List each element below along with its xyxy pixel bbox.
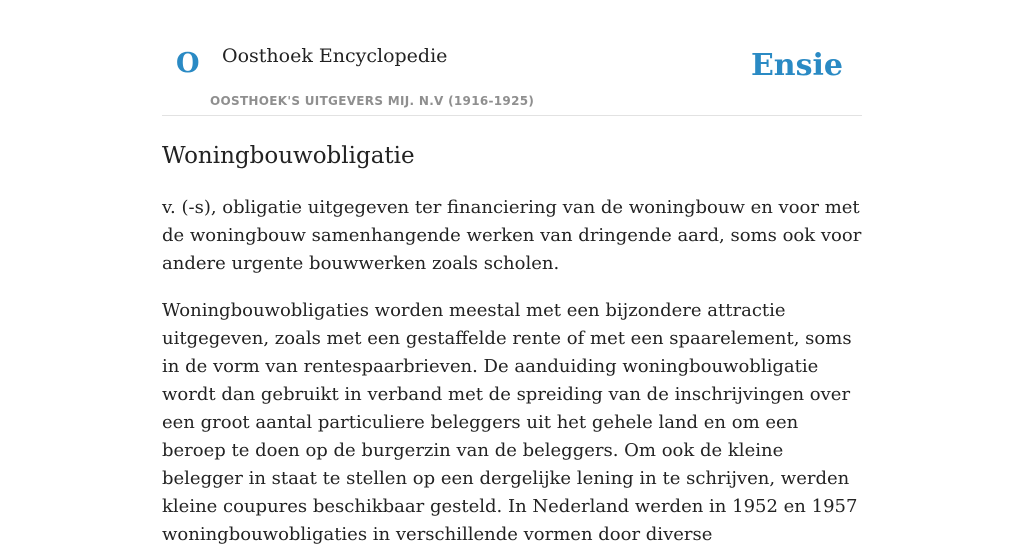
site-header xyxy=(162,0,862,116)
ensie-brand-link[interactable]: Ensie xyxy=(750,48,843,83)
article-title: Woningbouwobligatie xyxy=(162,143,415,169)
article-body xyxy=(162,194,862,549)
site-subtitle: OOSTHOEK'S UITGEVERS MIJ. N.V (1916-1925) xyxy=(210,94,535,108)
article-paragraph-2: Woningbouwobligaties worden meestal met een bijzondere attractie uitgegeven, zoals met een gestaffelde rente of met een spaarelement, soms in de vorm van rentespaarbrieven. De aanduiding woningbouwobligatie wordt dan gebruikt in verband met de spreiding van de inschrijvingen over een groot aantal particuliere beleggers uit het gehele land en om een beroep te doen op de burgerzin van de beleggers. Om ook de kleine belegger in staat te stellen op een dergelijke lening in te schrijven, werden kleine coupures beschikbaar gesteld. In Nederland werden in 1952 en 1957 woningbouwobligaties in verschillende vormen door diverse xyxy=(162,300,858,545)
content-container xyxy=(162,0,862,549)
site-title: Oosthoek Encyclopedie xyxy=(222,45,448,67)
article-paragraph-1: v. (-s), obligatie uitgegeven ter financiering van de woningbouw en voor met de woningbouw samenhangende werken van dringende aard, soms ook voor andere urgente bouwwerken zoals scholen. xyxy=(162,197,862,274)
logo-o[interactable]: O xyxy=(176,48,200,79)
